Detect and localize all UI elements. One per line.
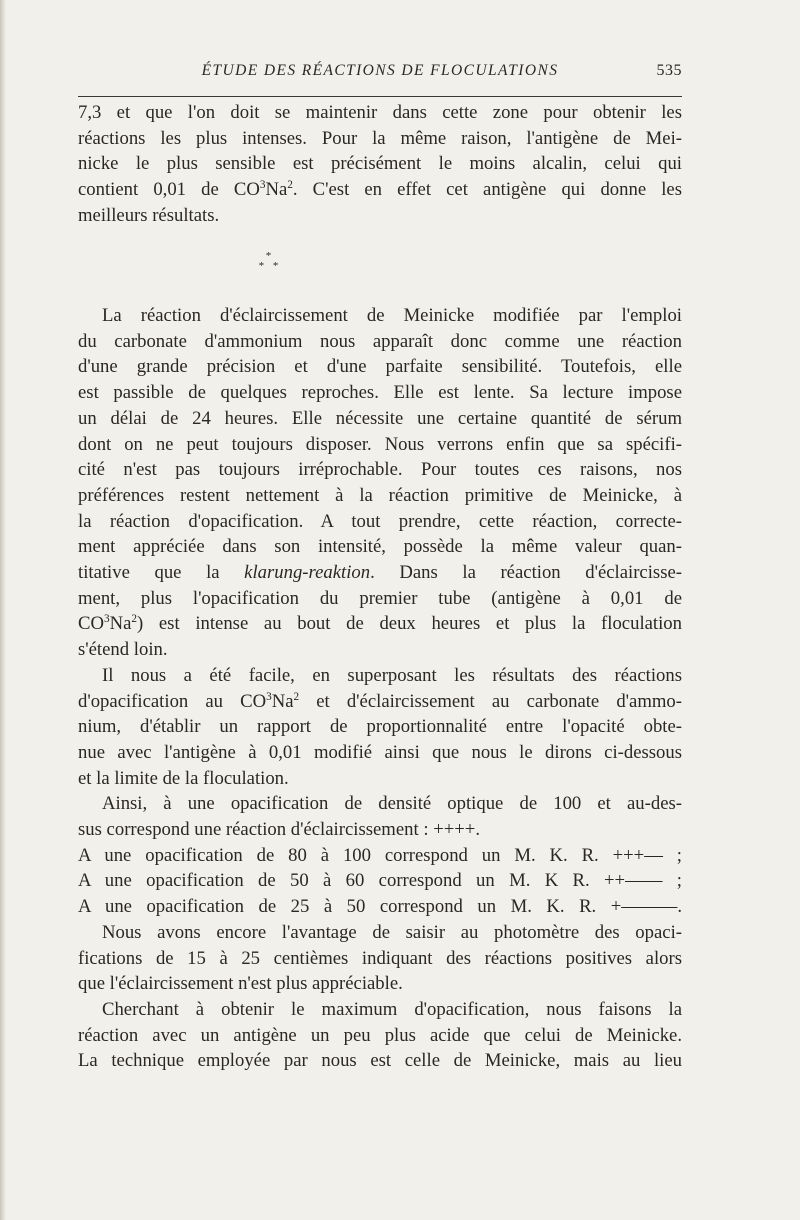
- text-line: 7,3 et que l'on doit se maintenir dans cette zone pour obtenir les: [78, 102, 682, 123]
- text-line: d'une grande précision et d'une parfaite sensibilité. Toutefois, elle: [78, 356, 682, 378]
- text-line: $CO^3Na^2$) est intense au bout de deux heures et plus la floculation: [78, 613, 682, 635]
- text-line: s'étend loin.: [78, 639, 168, 661]
- italic-term: klarung-reaktion: [244, 562, 371, 584]
- text-line: un délai de 24 heures. Elle nécessite une certaine quantité de sérum: [78, 407, 682, 429]
- text-line: Il nous a été facile, en superposant les résultats des réactions: [102, 664, 682, 686]
- text-line: ment, plus l'opacification du premier tube (antigène à 0,01 de: [78, 587, 682, 609]
- text-line: que l'éclaircissement n'est plus appréciable.: [78, 973, 403, 995]
- text-line: La réaction d'éclaircissement de Meinicke modifiée par l'emploi: [102, 305, 682, 326]
- section-asterism: [240, 251, 300, 281]
- text-line: Ainsi, à une opacification de densité optique de 100 et au-des-: [102, 793, 682, 815]
- text-line: préférences restent nettement à la réaction primitive de Meinicke, à: [78, 484, 682, 506]
- text-line: réaction avec un antigène un peu plus acide que celui de Meinicke.: [78, 1024, 682, 1046]
- text-line: et la limite de la floculation.: [78, 767, 289, 789]
- running-title: ÉTUDE DES RÉACTIONS DE FLOCULATIONS: [201, 62, 559, 79]
- header-rule: [78, 96, 682, 97]
- text-line: A une opacification de 80 à 100 correspond un M. K. R. +++— ;: [78, 844, 682, 866]
- text-line: Cherchant à obtenir le maximum d'opacification, nous faisons la: [102, 998, 682, 1020]
- text-line: la réaction d'opacification. A tout prendre, cette réaction, correcte-: [78, 510, 682, 532]
- main-text: [78, 303, 682, 1074]
- text-line: A une opacification de 50 à 60 correspond un M. K R. ++—— ;: [78, 870, 682, 892]
- text-line: réactions les plus intenses. Pour la même raison, l'antigène de Mei-: [78, 127, 682, 149]
- text-line: du carbonate d'ammonium nous apparaît donc comme une réaction: [78, 330, 682, 352]
- text-line: Nous avons encore l'avantage de saisir au photomètre des opaci-: [102, 921, 682, 943]
- text-line: nium, d'établir un rapport de proportionnalité entre l'opacité obte-: [78, 716, 682, 738]
- text-line: contient 0,01 de $CO^3Na^2$. C'est en effet cet antigène qui donne les: [78, 178, 682, 201]
- page-edge: [0, 0, 6, 1220]
- text-line: meilleurs résultats.: [78, 204, 220, 226]
- text-line: titative que la klarung-reaktion. Dans la réaction d'éclaircisse-: [78, 562, 682, 584]
- text-line: est passible de quelques reproches. Elle est lente. Sa lecture impose: [78, 382, 682, 404]
- text-line: A une opacification de 25 à 50 correspond un M. K. R. +———.: [78, 896, 682, 918]
- asterism-top: *: [265, 250, 275, 262]
- text-line: dont on ne peut toujours disposer. Nous verrons enfin que sa spécifi-: [78, 433, 682, 455]
- page-number: 535: [656, 62, 682, 79]
- text-line: d'opacification au $CO^3Na^2$ et d'éclaircissement au carbonate d'ammo-: [78, 690, 682, 712]
- text-line: nicke le plus sensible est précisément le moins alcalin, celui qui: [78, 153, 682, 175]
- text-line: ment appréciée dans son intensité, possède la même valeur quan-: [78, 536, 682, 558]
- page-header: [78, 62, 682, 86]
- paragraph-intro: [78, 100, 682, 229]
- text-line: sus correspond une réaction d'éclaircissement : ++++.: [78, 819, 481, 841]
- text-line: nue avec l'antigène à 0,01 modifié ainsi que nous le dirons ci-dessous: [78, 741, 682, 763]
- text-line: fications de 15 à 25 centièmes indiquant des réactions positives alors: [78, 947, 682, 969]
- asterism-bottom: * *: [258, 260, 282, 272]
- text-line: La technique employée par nous est celle de Meinicke, mais au lieu: [78, 1050, 682, 1072]
- text-line: cité n'est pas toujours irréprochable. Pour toutes ces raisons, nos: [78, 459, 682, 481]
